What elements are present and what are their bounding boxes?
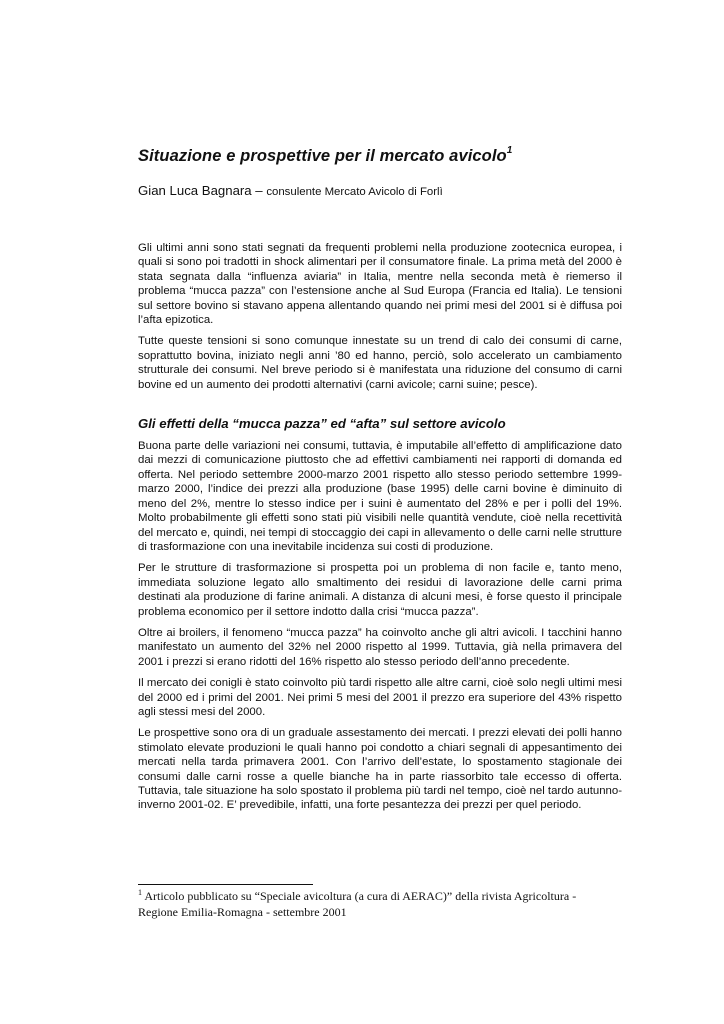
document-title (138, 145, 622, 167)
footnote-marker: 1 (138, 888, 142, 897)
intro-paragraph: Tutte queste tensioni si sono comunque innestate su un trend di calo dei consumi di carne, soprattutto bovina, iniziato negli anni ’80 ed hanno, perciò, solo accelerato un cambiamento strutturale dei consumi. Nel breve periodo si è manifestata una riduzione del consumo di carni bovine ed un aumento dei prodotti alternativi (carni avicole; carni suine; pesce). (138, 335, 622, 391)
section-paragraph: Oltre ai broilers, il fenomeno “mucca pazza” ha coinvolto anche gli altri avicoli. I tacchini hanno manifestato un aumento del 32% nel 2000 rispetto al 1999. Tuttavia, già nella primavera del 2001 i prezzi si erano ridotti del 16% rispetto alo stesso periodo dell’anno precedente. (138, 626, 622, 668)
section-paragraph: Il mercato dei conigli è stato coinvolto più tardi rispetto alle altre carni, cioè solo negli ultimi mesi del 2000 ed i primi del 2001. Nei primi 5 mesi del 2001 il prezzo era superiore del 43% rispetto agli stessi mesi del 2000. (138, 677, 622, 718)
section-heading: Gli effetti della “mucca pazza” ed “afta” sul settore avicolo (138, 416, 506, 432)
author-line (138, 182, 622, 201)
intro-section (138, 241, 622, 392)
intro-paragraph: Gli ultimi anni sono stati segnati da frequenti problemi nella produzione zootecnica europea, i quali si sono poi tradotti in shock alimentari per il consumatore finale. La prima metà del 2000 è stata segnata dalla “influenza aviaria” in Italia, mentre nella seconda metà è riemerso il problema “mucca pazza” con l’estensione anche al Sud Europa (Francia ed Italia). Le tensioni sul settore bovino si stavano appena allentando quando nei primi mesi del 2001 si è diffusa poi l’afta epizotica. (138, 242, 622, 327)
section-paragraph: Le prospettive sono ora di un graduale assestamento dei mercati. I prezzi elevati dei polli hanno stimolato elevate produzioni le quali hanno poi condotto a chiari segnali di appesantimento dei mercati nella tarda primavera 2001. Con l’arrivo dell’estate, lo spostamento stagionale dei consumi dalle carni rosse a quelle bianche ha in parte riassorbito tale eccesso di offerta. Tuttavia, tale situazione ha solo spostato il problema più tardi nel tempo, cioè nel tardo autunno-inverno 2001-02. E’ prevedibile, infatti, una forte pesantezza dei prezzi per quel periodo. (138, 727, 622, 812)
footnote (138, 888, 622, 920)
title-footnote-marker: 1 (506, 145, 513, 156)
author-separator: – (251, 183, 267, 198)
author-role: consulente Mercato Avicolo di Forlì (266, 186, 443, 198)
document-body (138, 145, 622, 820)
section-paragraph: Buona parte delle variazioni nei consumi, tuttavia, è imputabile all’effetto di amplificazione dato dai mezzi di comunicazione piuttosto che ad effettivi cambiamenti nei rapporti di domanda ed offerta. Nel periodo settembre 2000-marzo 2001 rispetto allo stesso periodo settembre 1999-marzo 2000, l’indice dei prezzi alla produzione (base 1995) delle carni bovine è diminuito di meno del 2%, mentre lo stesso indice per i suini è aumentato del 28% e per i polli del 19%. Molto probabilmente gli effetti sono stati più visibili nelle quantità vendute, cioè nella recettività del mercato e, quindi, nei tempi di stoccaggio dei capi in allevamento o delle carni nelle strutture di trasformazione con una inevitabile incidenza sui costi di produzione. (138, 440, 622, 553)
section-body (138, 439, 622, 813)
author-name: Gian Luca Bagnara (138, 183, 252, 198)
footnote-text-1: Articolo pubblicato su “Speciale avicoltura (a cura di AERAC)” della rivista Agricoltura - (144, 889, 577, 903)
section-paragraph: Per le strutture di trasformazione si prospetta poi un problema di non facile e, tanto meno, immediata soluzione legato allo smaltimento dei residui di lavorazione delle carni prima destinati ala produzione di farine animali. A distanza di alcuni mesi, è forse questo il principale problema economico per il settore indotto dalla crisi “mucca pazza”. (138, 562, 622, 618)
footnote-line-2: Regione Emilia-Romagna - settembre 2001 (138, 905, 347, 919)
document-title-text: Situazione e prospettive per il mercato avicolo (138, 147, 507, 165)
footnote-divider (138, 884, 313, 885)
footnote-line-1 (138, 888, 622, 904)
